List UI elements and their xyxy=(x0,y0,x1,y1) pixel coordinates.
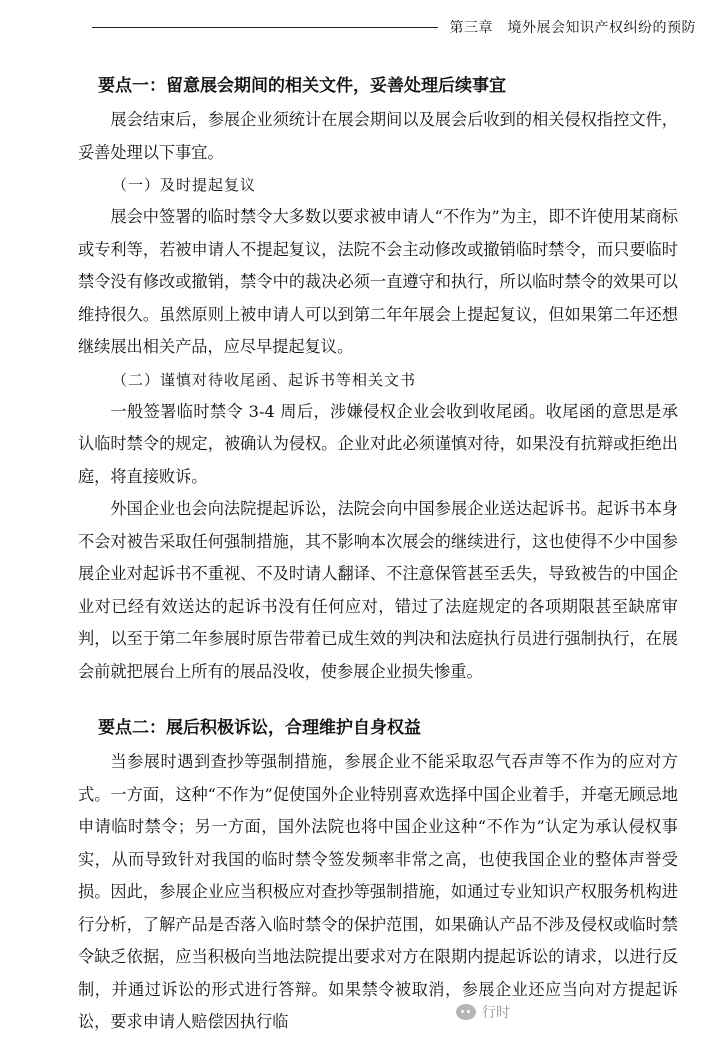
page-content xyxy=(78,68,678,1039)
sub2-paragraph-1: 一般签署临时禁令 3-4 周后，涉嫌侵权企业会收到收尾函。收尾函的意思是承认临时禁令的规定，被确认为侵权。企业对此必须谨慎对待，如果没有抗辩或拒绝出庭，将直接败诉。 xyxy=(78,401,678,486)
sub1-heading: （一）及时提起复议 xyxy=(112,176,257,194)
watermark xyxy=(450,1000,516,1024)
sub1-paragraph: 展会中签署的临时禁令大多数以要求被申请人“不作为”为主，即不许使用某商标或专利等，若被申请人不提起复议，法院不会主动修改或撤销临时禁令，而只要临时禁令没有修改或撤销，禁令中的裁决必须一直遵守和执行，所以临时禁令的效果可以维持很久。虽然原则上被申请人可以到第二年年展会上提起复议，但如果第二年还想继续展出相关产品，应尽早提起复议。 xyxy=(78,207,678,356)
section1-intro: 展会结束后，参展企业须统计在展会期间以及展会后收到的相关侵权指控文件，妥善处理以下事宜。 xyxy=(78,110,678,162)
sub2-heading: （二）谨慎对待收尾函、起诉书等相关文书 xyxy=(112,370,417,389)
section-gap xyxy=(78,688,678,710)
section1-heading: 要点一：留意展会期间的相关文件，妥善处理后续事宜 xyxy=(98,76,506,96)
watermark-text: 行时 xyxy=(482,1005,510,1021)
section2-paragraph: 当参展时遇到查抄等强制措施，参展企业不能采取忍气吞声等不作为的应对方式。一方面，这种“不作为”促使国外企业特别喜欢选择中国企业着手，并毫无顾忌地申请临时禁令；另一方面，国外法院也将中国企业这种“不作为”认定为承认侵权事实，从而导致针对我国的临时禁令签发频率非常之高，也使我国企业的整体声誉受损。因此，参展企业应当积极应对查抄等强制措施，如通过专业知识产权服务机构进行分析，了解产品是否落入临时禁令的保护范围，如果确认产品不涉及侵权或临时禁令缺乏依据，应当积极向当地法院提出要求对方在限期内提起诉讼的请求，以进行反制，并通过诉讼的形式进行答辩。如果禁令被取消，参展企业还应当向对方提起诉讼，要求申请人赔偿因执行临 xyxy=(78,752,678,1031)
section2-heading: 要点二：展后积极诉讼，合理维护自身权益 xyxy=(98,718,421,738)
chapter-title: 第三章 境外展会知识产权纠纷的预防 xyxy=(449,20,696,36)
page-header xyxy=(92,14,696,40)
wechat-icon xyxy=(456,1004,476,1020)
header-rule xyxy=(92,27,438,28)
sub2-paragraph-2: 外国企业也会向法院提起诉讼，法院会向中国参展企业送达起诉书。起诉书本身不会对被告采取任何强制措施，其不影响本次展会的继续进行，这也使得不少中国参展企业对起诉书不重视、不及时请人翻译、不注意保管甚至丢失，导致被告的中国企业对已经有效送达的起诉书没有任何应对，错过了法庭规定的各项期限甚至缺席审判，以至于第二年参展时原告带着已成生效的判决和法庭执行员进行强制执行，在展会前就把展台上所有的展品没收，使参展企业损失惨重。 xyxy=(78,499,678,681)
